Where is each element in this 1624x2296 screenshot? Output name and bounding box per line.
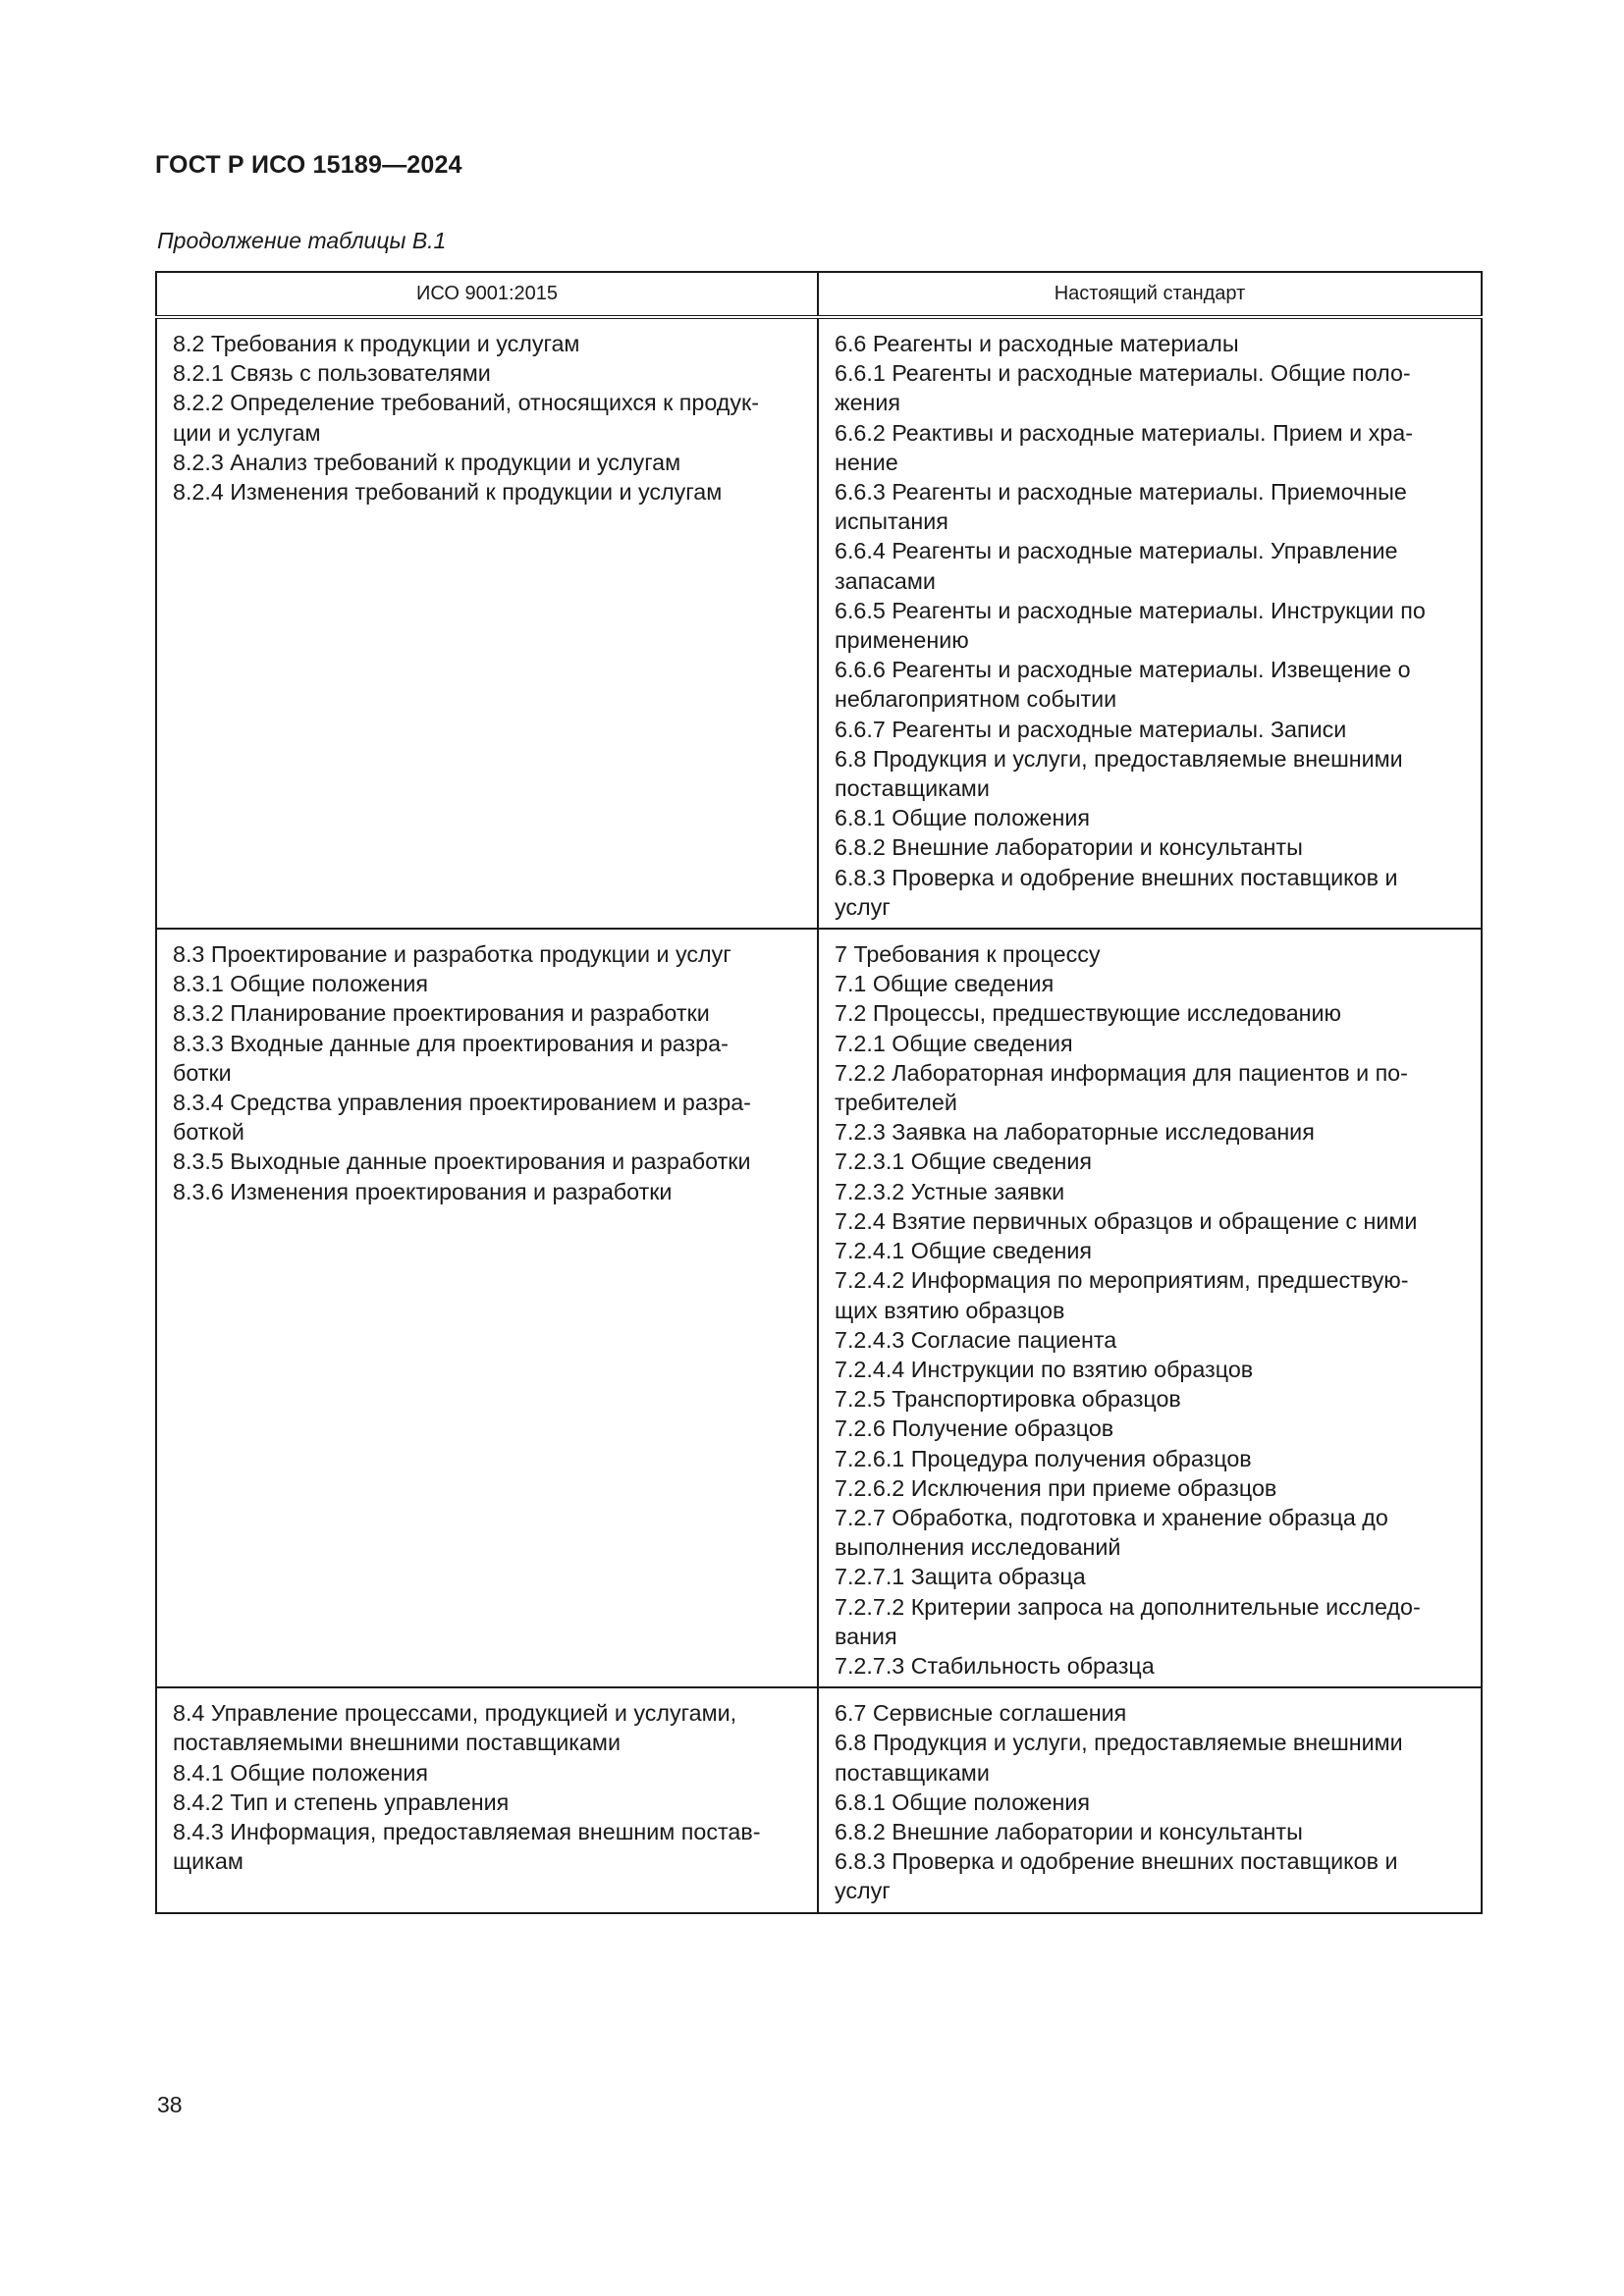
cell-text-line: 7.2.3.2 Устные заявки <box>835 1178 1065 1204</box>
cell-text-line: 7.2.3 Заявка на лабораторные исследования <box>835 1119 1315 1146</box>
column-header-iso9001: ИСО 9001:2015 <box>156 272 818 317</box>
table-cell-iso9001 <box>156 929 818 1687</box>
table-cell-this-standard <box>818 317 1482 929</box>
cell-text-line: 7.1 Общие сведения <box>835 971 1055 997</box>
cell-text-line: 6.6.1 Реагенты и расходные материалы. Общие поло- <box>835 360 1411 387</box>
cell-text-line: 7.2.6.2 Исключения при приеме образцов <box>835 1474 1277 1501</box>
cell-text-line: 8.3.4 Средства управления проектированием и разра- <box>173 1090 751 1116</box>
cell-text-line: 7.2.7 Обработка, подготовка и хранение образца до <box>835 1504 1388 1530</box>
cell-text-line: 7.2.7.1 Защита образца <box>835 1564 1086 1590</box>
cell-text-line: 7.2.4.3 Согласие пациента <box>835 1326 1117 1353</box>
table-cell-this-standard <box>818 929 1482 1687</box>
cell-text-line: 7.2.1 Общие сведения <box>835 1030 1073 1056</box>
cell-text-line: 7.2.3.1 Общие сведения <box>835 1148 1093 1175</box>
cell-text-line: выполнения исследований <box>835 1534 1121 1561</box>
cell-text-line: поставщиками <box>835 1759 990 1786</box>
cell-text-line: 6.6.2 Реактивы и расходные материалы. Прием и хра- <box>835 419 1413 446</box>
correspondence-table <box>155 271 1481 1914</box>
cell-text-line: 8.2.1 Связь с пользователями <box>173 360 491 387</box>
cell-text-line: запасами <box>835 567 936 594</box>
cell-text-line: применению <box>835 627 969 654</box>
cell-text-line: нение <box>835 449 898 475</box>
cell-text-line: 6.7 Сервисные соглашения <box>835 1700 1127 1727</box>
cell-text-line: услуг <box>835 893 891 920</box>
cell-text-line: 7.2.7.3 Стабильность образца <box>835 1652 1155 1679</box>
cell-text-line: 7.2.4 Взятие первичных образцов и обращение с ними <box>835 1207 1418 1234</box>
cell-text-line: 6.6.5 Реагенты и расходные материалы. Инструкции по <box>835 597 1426 623</box>
cell-text-line: 6.8 Продукция и услуги, предоставляемые внешними <box>835 745 1403 772</box>
cell-text-line: 6.8.3 Проверка и одобрение внешних поставщиков и <box>835 864 1398 890</box>
cell-text-line: 6.8.1 Общие положения <box>835 1789 1091 1815</box>
table-cell-this-standard <box>818 1687 1482 1912</box>
cell-text-line: щих взятию образцов <box>835 1297 1065 1323</box>
table-row <box>156 317 1482 929</box>
cell-text-line: 8.2 Требования к продукции и услугам <box>173 331 580 356</box>
cell-text-line: 6.6.7 Реагенты и расходные материалы. Записи <box>835 716 1347 742</box>
cell-text-line: боткой <box>173 1119 244 1146</box>
table-row <box>156 1687 1482 1912</box>
cell-text-line: неблагоприятном событии <box>835 686 1117 713</box>
page-number: 38 <box>157 2092 183 2117</box>
cell-text-line: щикам <box>173 1848 244 1875</box>
cell-text-line: 7.2.7.2 Критерии запроса на дополнительные исследо- <box>835 1593 1421 1620</box>
cell-text-line: 8.4.2 Тип и степень управления <box>173 1789 510 1815</box>
table-cell-iso9001 <box>156 317 818 929</box>
cell-text-line: 6.8.2 Внешние лаборатории и консультанты <box>835 834 1303 861</box>
cell-text-line: поставляемыми внешними поставщиками <box>173 1730 621 1756</box>
document-header: ГОСТ Р ИСО 15189—2024 <box>155 151 462 179</box>
cell-text-line: 7.2.2 Лабораторная информация для пациентов и по- <box>835 1059 1408 1086</box>
cell-text-line: услуг <box>835 1878 891 1904</box>
table-header-row <box>156 272 1482 317</box>
cell-text-line: 6.6 Реагенты и расходные материалы <box>835 331 1239 356</box>
cell-text-line: 6.6.3 Реагенты и расходные материалы. Приемочные <box>835 479 1407 506</box>
cell-text-line: 6.8.1 Общие положения <box>835 805 1091 831</box>
cell-text-line: поставщиками <box>835 775 990 802</box>
cell-text-line: жения <box>835 390 901 416</box>
cell-text-line: 8.3.5 Выходные данные проектирования и разработки <box>173 1148 751 1175</box>
table-cell-iso9001 <box>156 1687 818 1912</box>
cell-text-line: 8.4.3 Информация, предоставляемая внешним постав- <box>173 1818 761 1844</box>
cell-text-line: испытания <box>835 508 948 535</box>
table-caption: Продолжение таблицы В.1 <box>157 228 447 253</box>
cell-text-line: 7.2.4.2 Информация по мероприятиям, предшествую- <box>835 1267 1409 1294</box>
cell-text-line: 6.8 Продукция и услуги, предоставляемые внешними <box>835 1730 1403 1756</box>
cell-text-line: 8.4.1 Общие положения <box>173 1759 429 1786</box>
column-header-this-standard: Настоящий стандарт <box>818 272 1482 317</box>
cell-text-line: 7.2 Процессы, предшествующие исследованию <box>835 1000 1342 1027</box>
cell-text-line: 7.2.5 Транспортировка образцов <box>835 1386 1181 1413</box>
cell-text-line: требителей <box>835 1090 957 1116</box>
cell-text-line: 8.3.6 Изменения проектирования и разработки <box>173 1178 673 1204</box>
cell-text-line: 8.4 Управление процессами, продукцией и услугами, <box>173 1700 737 1727</box>
cell-text-line: 6.8.3 Проверка и одобрение внешних поставщиков и <box>835 1848 1398 1875</box>
cell-text-line: 7 Требования к процессу <box>835 941 1101 968</box>
cell-text-line: ции и услугам <box>173 419 321 446</box>
cell-text-line: 7.2.4.1 Общие сведения <box>835 1238 1093 1264</box>
cell-text-line: 8.2.2 Определение требований, относящихся к продук- <box>173 390 759 416</box>
cell-text-line: 8.3.2 Планирование проектирования и разработки <box>173 1000 710 1027</box>
cell-text-line: 6.6.6 Реагенты и расходные материалы. Извещение о <box>835 657 1411 683</box>
cell-text-line: 6.8.2 Внешние лаборатории и консультанты <box>835 1818 1303 1844</box>
cell-text-line: 8.2.3 Анализ требований к продукции и услугам <box>173 449 681 475</box>
cell-text-line: 8.3.1 Общие положения <box>173 971 429 997</box>
cell-text-line: 7.2.6.1 Процедура получения образцов <box>835 1445 1252 1471</box>
cell-text-line: 8.3 Проектирование и разработка продукции и услуг <box>173 941 731 968</box>
cell-text-line: 8.3.3 Входные данные для проектирования и разра- <box>173 1030 729 1056</box>
cell-text-line: ботки <box>173 1059 232 1086</box>
cell-text-line: 6.6.4 Реагенты и расходные материалы. Управление <box>835 538 1398 564</box>
cell-text-line: 7.2.4.4 Инструкции по взятию образцов <box>835 1356 1254 1382</box>
table-row <box>156 929 1482 1687</box>
cell-text-line: 7.2.6 Получение образцов <box>835 1415 1114 1442</box>
cell-text-line: вания <box>835 1623 897 1649</box>
cell-text-line: 8.2.4 Изменения требований к продукции и услугам <box>173 479 723 506</box>
